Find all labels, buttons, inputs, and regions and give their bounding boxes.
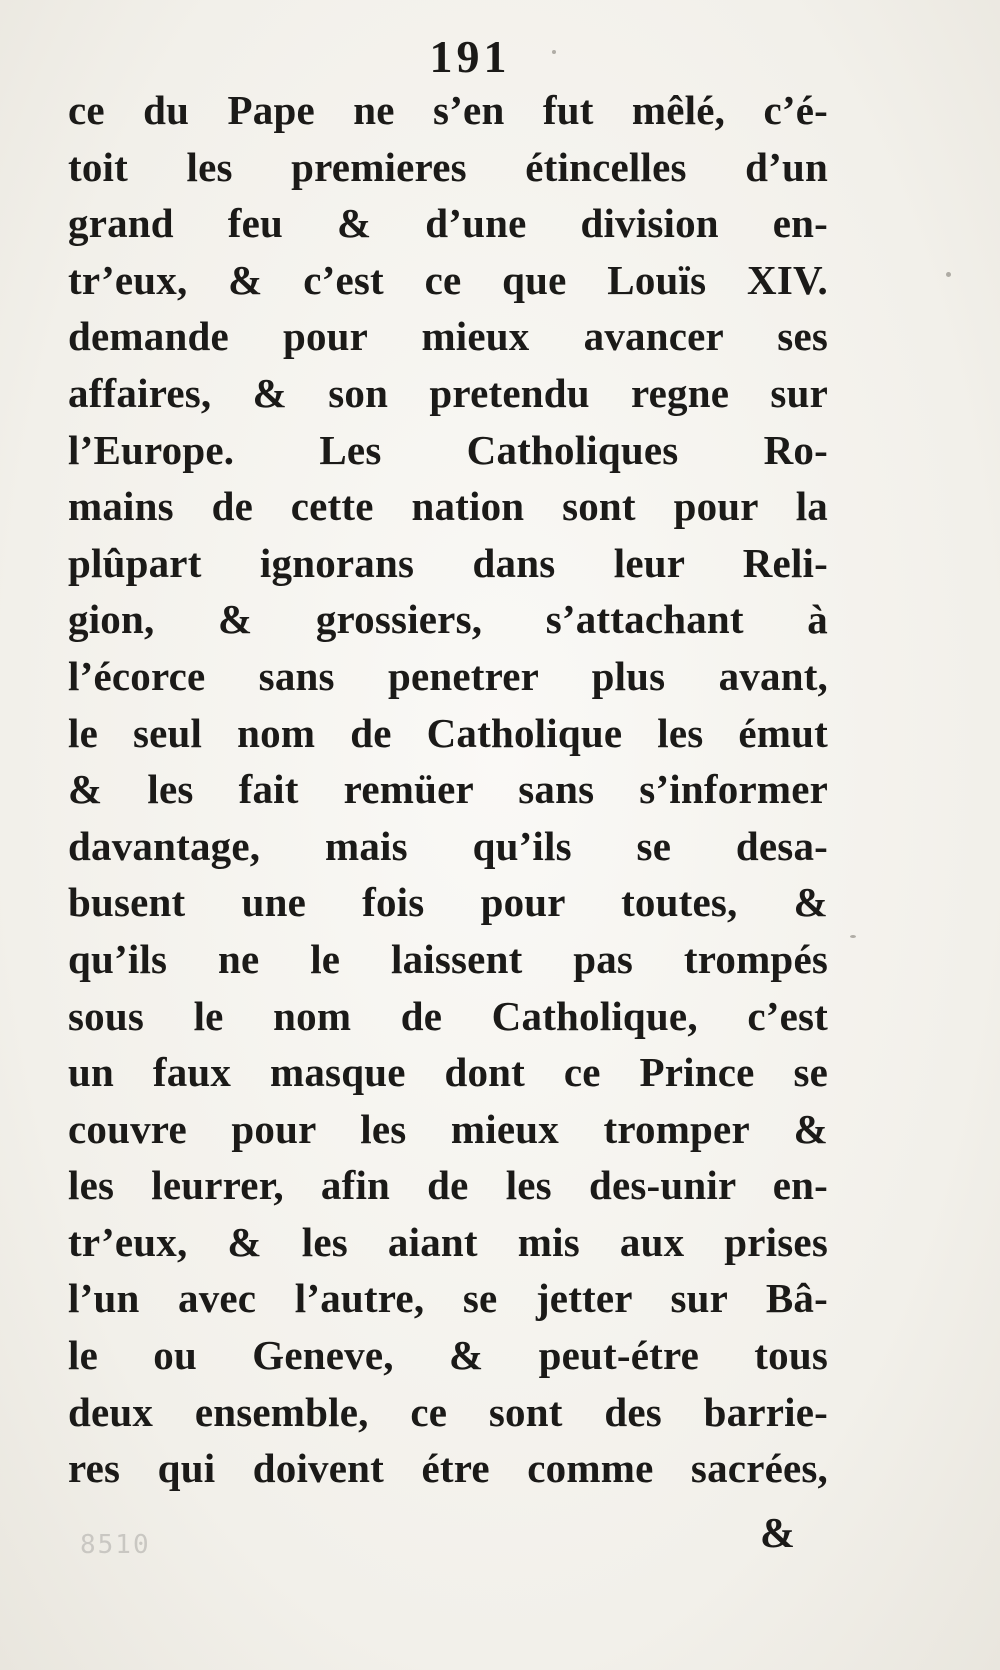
text-line: & les fait remüer sans s’informer bbox=[68, 766, 828, 813]
text-line: gion, & grossiers, s’attachant à bbox=[68, 596, 828, 643]
text-line: sous le nom de Catholique, c’est bbox=[68, 992, 828, 1039]
catchword: & bbox=[760, 1511, 795, 1557]
text-line: ce du Pape ne s’en fut mêlé, c’é- bbox=[68, 87, 828, 133]
body-text bbox=[68, 82, 828, 1497]
text-line: le ou Geneve, & peut-étre tous bbox=[68, 1332, 828, 1379]
text-line: le seul nom de Catholique les émut bbox=[68, 709, 828, 756]
text-line: tr’eux, & les aiant mis aux prises bbox=[68, 1218, 828, 1265]
ink-speck bbox=[552, 50, 556, 54]
text-line: demande pour mieux avancer ses bbox=[68, 313, 828, 360]
text-line: busent une fois pour toutes, & bbox=[68, 879, 828, 926]
text-line: les leurrer, afin de les des-unir en- bbox=[68, 1162, 828, 1209]
text-line: l’un avec l’autre, se jetter sur Bâ- bbox=[68, 1275, 828, 1322]
text-line: tr’eux, & c’est ce que Louïs XIV. bbox=[68, 256, 828, 303]
text-line: affaires, & son pretendu regne sur bbox=[68, 369, 828, 416]
text-line: un faux masque dont ce Prince se bbox=[68, 1049, 828, 1096]
ink-speck bbox=[946, 272, 951, 277]
text-line: l’Europe. Les Catholiques Ro- bbox=[68, 426, 828, 473]
text-line: res qui doivent étre comme sacrées, bbox=[68, 1445, 828, 1492]
text-line: davantage, mais qu’ils se desa- bbox=[68, 822, 828, 869]
text-line: l’écorce sans penetrer plus avant, bbox=[68, 652, 828, 699]
ink-speck bbox=[850, 935, 856, 938]
text-line: couvre pour les mieux tromper & bbox=[68, 1105, 828, 1152]
text-line: qu’ils ne le laissent pas trompés bbox=[68, 935, 828, 982]
text-line: mains de cette nation sont pour la bbox=[68, 483, 828, 530]
text-line: grand feu & d’une division en- bbox=[68, 200, 828, 247]
text-line: toit les premieres étincelles d’un bbox=[68, 143, 828, 190]
text-line: plûpart ignorans dans leur Reli- bbox=[68, 539, 828, 586]
page-number: 191 bbox=[429, 31, 511, 82]
text-line: deux ensemble, ce sont des barrie- bbox=[68, 1388, 828, 1435]
library-stamp: 8510 bbox=[80, 1530, 151, 1560]
